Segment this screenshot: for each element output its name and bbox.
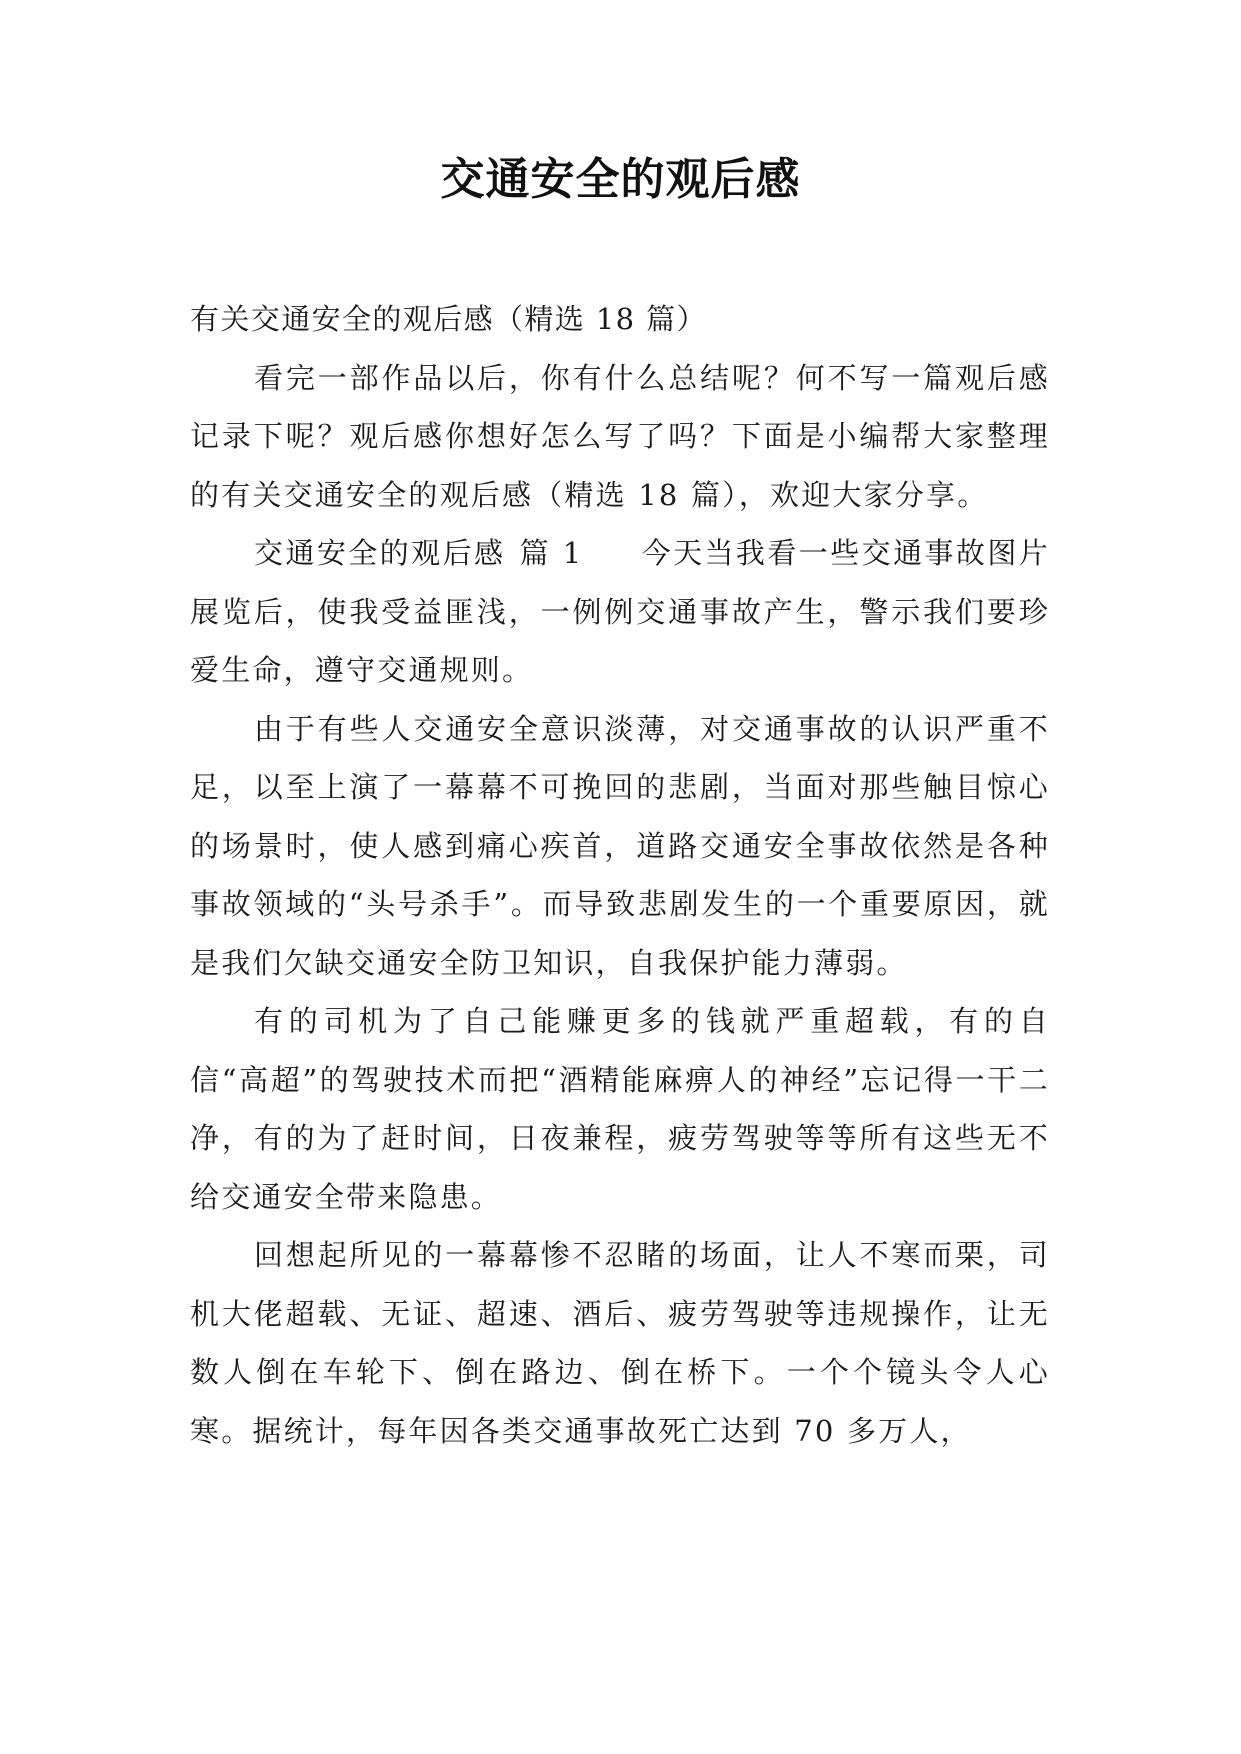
document-title: 交通安全的观后感: [440, 154, 801, 205]
body-paragraph-3: 回想起所见的一幕幕惨不忍睹的场面，让人不寒而栗，司机大佬超载、无证、超速、酒后、疲劳驾驶等违规操作，让无数人倒在车轮下、倒在路边、倒在桥下。一个个镜头令人心寒。据统计，每年因各类交通事故死亡达到 70 多万人，: [190, 1238, 1050, 1448]
document-body: [190, 290, 1050, 1460]
section-1-label: 篇 1: [519, 536, 584, 570]
body-paragraph-2: 有的司机为了自己能赚更多的钱就严重超载，有的自信“高超”的驾驶技术而把“酒精能麻痹人的神经”忘记得一干二净，有的为了赶时间，日夜兼程，疲劳驾驶等等所有这些无不给交通安全带来隐患。: [190, 1004, 1050, 1214]
section-1-paragraph: [190, 524, 1050, 700]
body-paragraph-1: 由于有些人交通安全意识淡薄，对交通事故的认识严重不足，以至上演了一幕幕不可挽回的悲剧，当面对那些触目惊心的场景时，使人感到痛心疾首，道路交通安全事故依然是各种事故领域的“头号杀手”。而导致悲剧发生的一个重要原因，就是我们欠缺交通安全防卫知识，自我保护能力薄弱。: [190, 711, 1050, 980]
section-1-heading: 交通安全的观后感: [254, 536, 506, 570]
intro-paragraph: 看完一部作品以后，你有什么总结呢？何不写一篇观后感记录下呢？观后感你想好怎么写了吗？下面是小编帮大家整理的有关交通安全的观后感（精选 18 篇），欢迎大家分享。: [190, 360, 1050, 512]
document-subtitle: 有关交通安全的观后感（精选 18 篇）: [190, 302, 707, 336]
section-1-lead: 今天当我看一些交通事故图片展览后，使我受益匪浅，一例例交通事故产生，警示我们要珍爱生命，遵守交通规则。: [190, 536, 1050, 687]
